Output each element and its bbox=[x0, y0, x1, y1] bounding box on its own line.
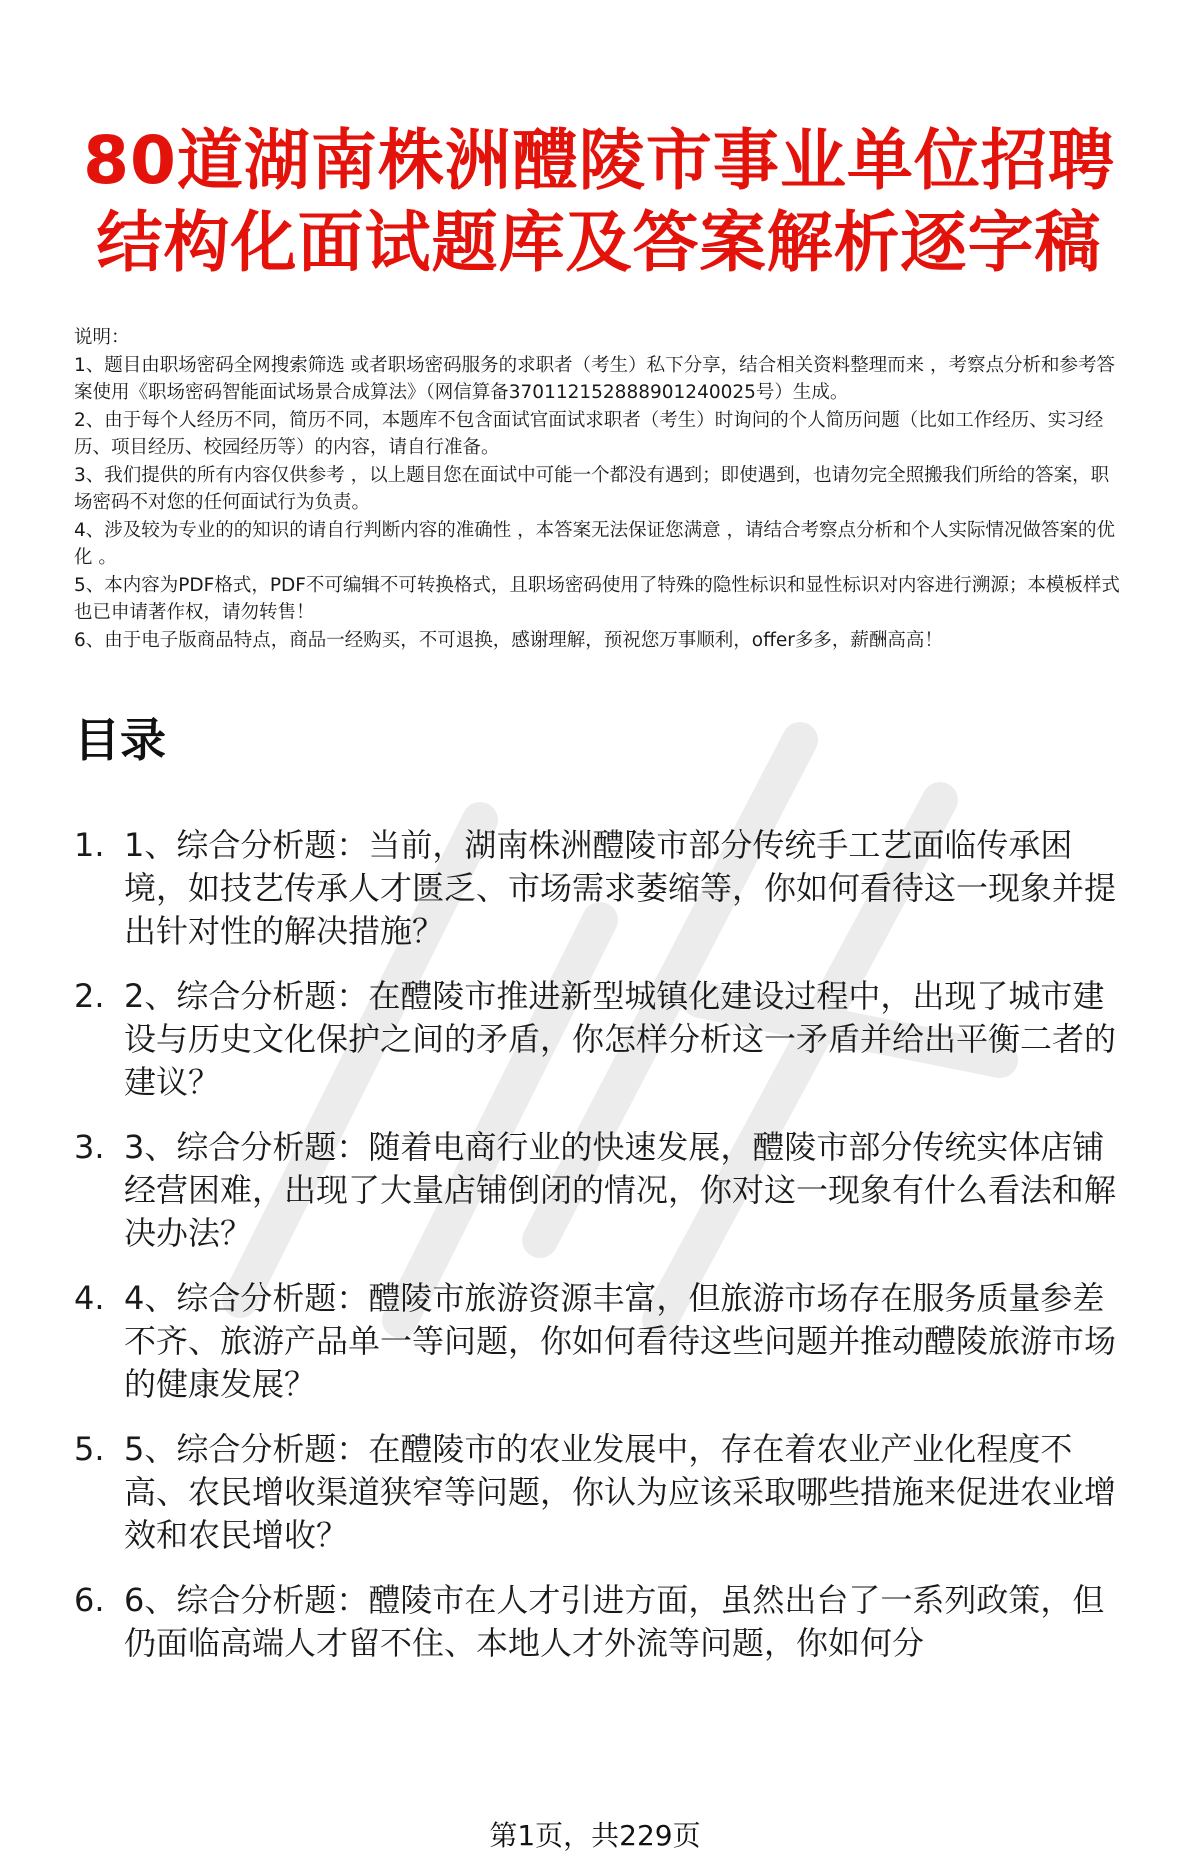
toc-item-text: 5、综合分析题：在醴陵市的农业发展中，存在着农业产业化程度不高、农民增收渠道狭窄等问题，你认为应该采取哪些措施来促进农业增效和农民增收？ bbox=[124, 1430, 1117, 1554]
note-item: 5、本内容为PDF格式，PDF不可编辑不可转换格式，且职场密码使用了特殊的隐性标识和显性标识对内容进行溯源；本模板样式也已申请著作权，请勿转售！ bbox=[74, 574, 1120, 623]
toc-item-text: 1、综合分析题：当前，湖南株洲醴陵市部分传统手工艺面临传承困境，如技艺传承人才匮乏、市场需求萎缩等，你如何看待这一现象并提出针对性的解决措施？ bbox=[124, 826, 1117, 950]
toc-item-text: 4、综合分析题：醴陵市旅游资源丰富，但旅游市场存在服务质量参差不齐、旅游产品单一等问题，你如何看待这些问题并推动醴陵旅游市场的健康发展？ bbox=[124, 1279, 1117, 1403]
toc-item[interactable] bbox=[74, 1126, 1124, 1255]
toc-item[interactable] bbox=[74, 1579, 1124, 1665]
toc-list bbox=[74, 824, 1124, 1665]
toc-item[interactable] bbox=[74, 1428, 1124, 1557]
note-item: 3、我们提供的所有内容仅供参考 ，以上题目您在面试中可能一个都没有遇到；即使遇到，也请勿完全照搬我们所给的答案，职场密码不对您的任何面试行为负责。 bbox=[74, 464, 1110, 513]
notes-heading: 说明： bbox=[74, 327, 130, 348]
note-item: 2、由于每个人经历不同，简历不同，本题库不包含面试官面试求职者（考生）时询问的个人简历问题（比如工作经历、实习经历、项目经历、校园经历等）的内容，请自行准备。 bbox=[74, 409, 1104, 458]
toc-item-text: 3、综合分析题：随着电商行业的快速发展，醴陵市部分传统实体店铺经营困难，出现了大量店铺倒闭的情况，你对这一现象有什么看法和解决办法？ bbox=[124, 1128, 1117, 1252]
note-item: 6、由于电子版商品特点，商品一经购买，不可退换，感谢理解，预祝您万事顺利，offer多多，薪酬高高！ bbox=[74, 629, 943, 651]
notes-section bbox=[74, 324, 1124, 654]
toc-item-number: 5. bbox=[74, 1430, 105, 1468]
toc-item-text: 6、综合分析题：醴陵市在人才引进方面，虽然出台了一系列政策，但仍面临高端人才留不住、本地人才外流等问题，你如何分 bbox=[124, 1581, 1105, 1662]
document-page bbox=[0, 120, 1190, 1875]
title-line-2: 结构化面试题库及答案解析逐字稿 bbox=[96, 204, 1102, 281]
toc-heading: 目录 bbox=[74, 713, 166, 767]
title-line-1: 80道湖南株洲醴陵市事业单位招聘 bbox=[83, 122, 1115, 199]
toc-item-number: 3. bbox=[74, 1128, 105, 1166]
toc-item-text: 2、综合分析题：在醴陵市推进新型城镇化建设过程中，出现了城市建设与历史文化保护之间的矛盾，你怎样分析这一矛盾并给出平衡二者的建议？ bbox=[124, 977, 1117, 1101]
document-title bbox=[74, 120, 1124, 284]
toc-item-number: 2. bbox=[74, 977, 105, 1015]
page-footer: 第1页，共229页 bbox=[489, 1819, 701, 1852]
note-item: 1、题目由职场密码全网搜索筛选 或者职场密码服务的求职者（考生）私下分享，结合相关资料整理而来 ，考察点分析和参考答案使用《职场密码智能面试场景合成算法》（网信算备370112152888901240025号）生成。 bbox=[74, 354, 1116, 403]
toc-item[interactable] bbox=[74, 824, 1124, 953]
toc-item[interactable] bbox=[74, 1277, 1124, 1406]
note-item: 4、涉及较为专业的的知识的请自行判断内容的准确性 ，本答案无法保证您满意 ，请结合考察点分析和个人实际情况做答案的优化 。 bbox=[74, 519, 1116, 568]
toc-item-number: 4. bbox=[74, 1279, 105, 1317]
toc-item[interactable] bbox=[74, 975, 1124, 1104]
toc-item-number: 1. bbox=[74, 826, 105, 864]
toc-item-number: 6. bbox=[74, 1581, 105, 1619]
